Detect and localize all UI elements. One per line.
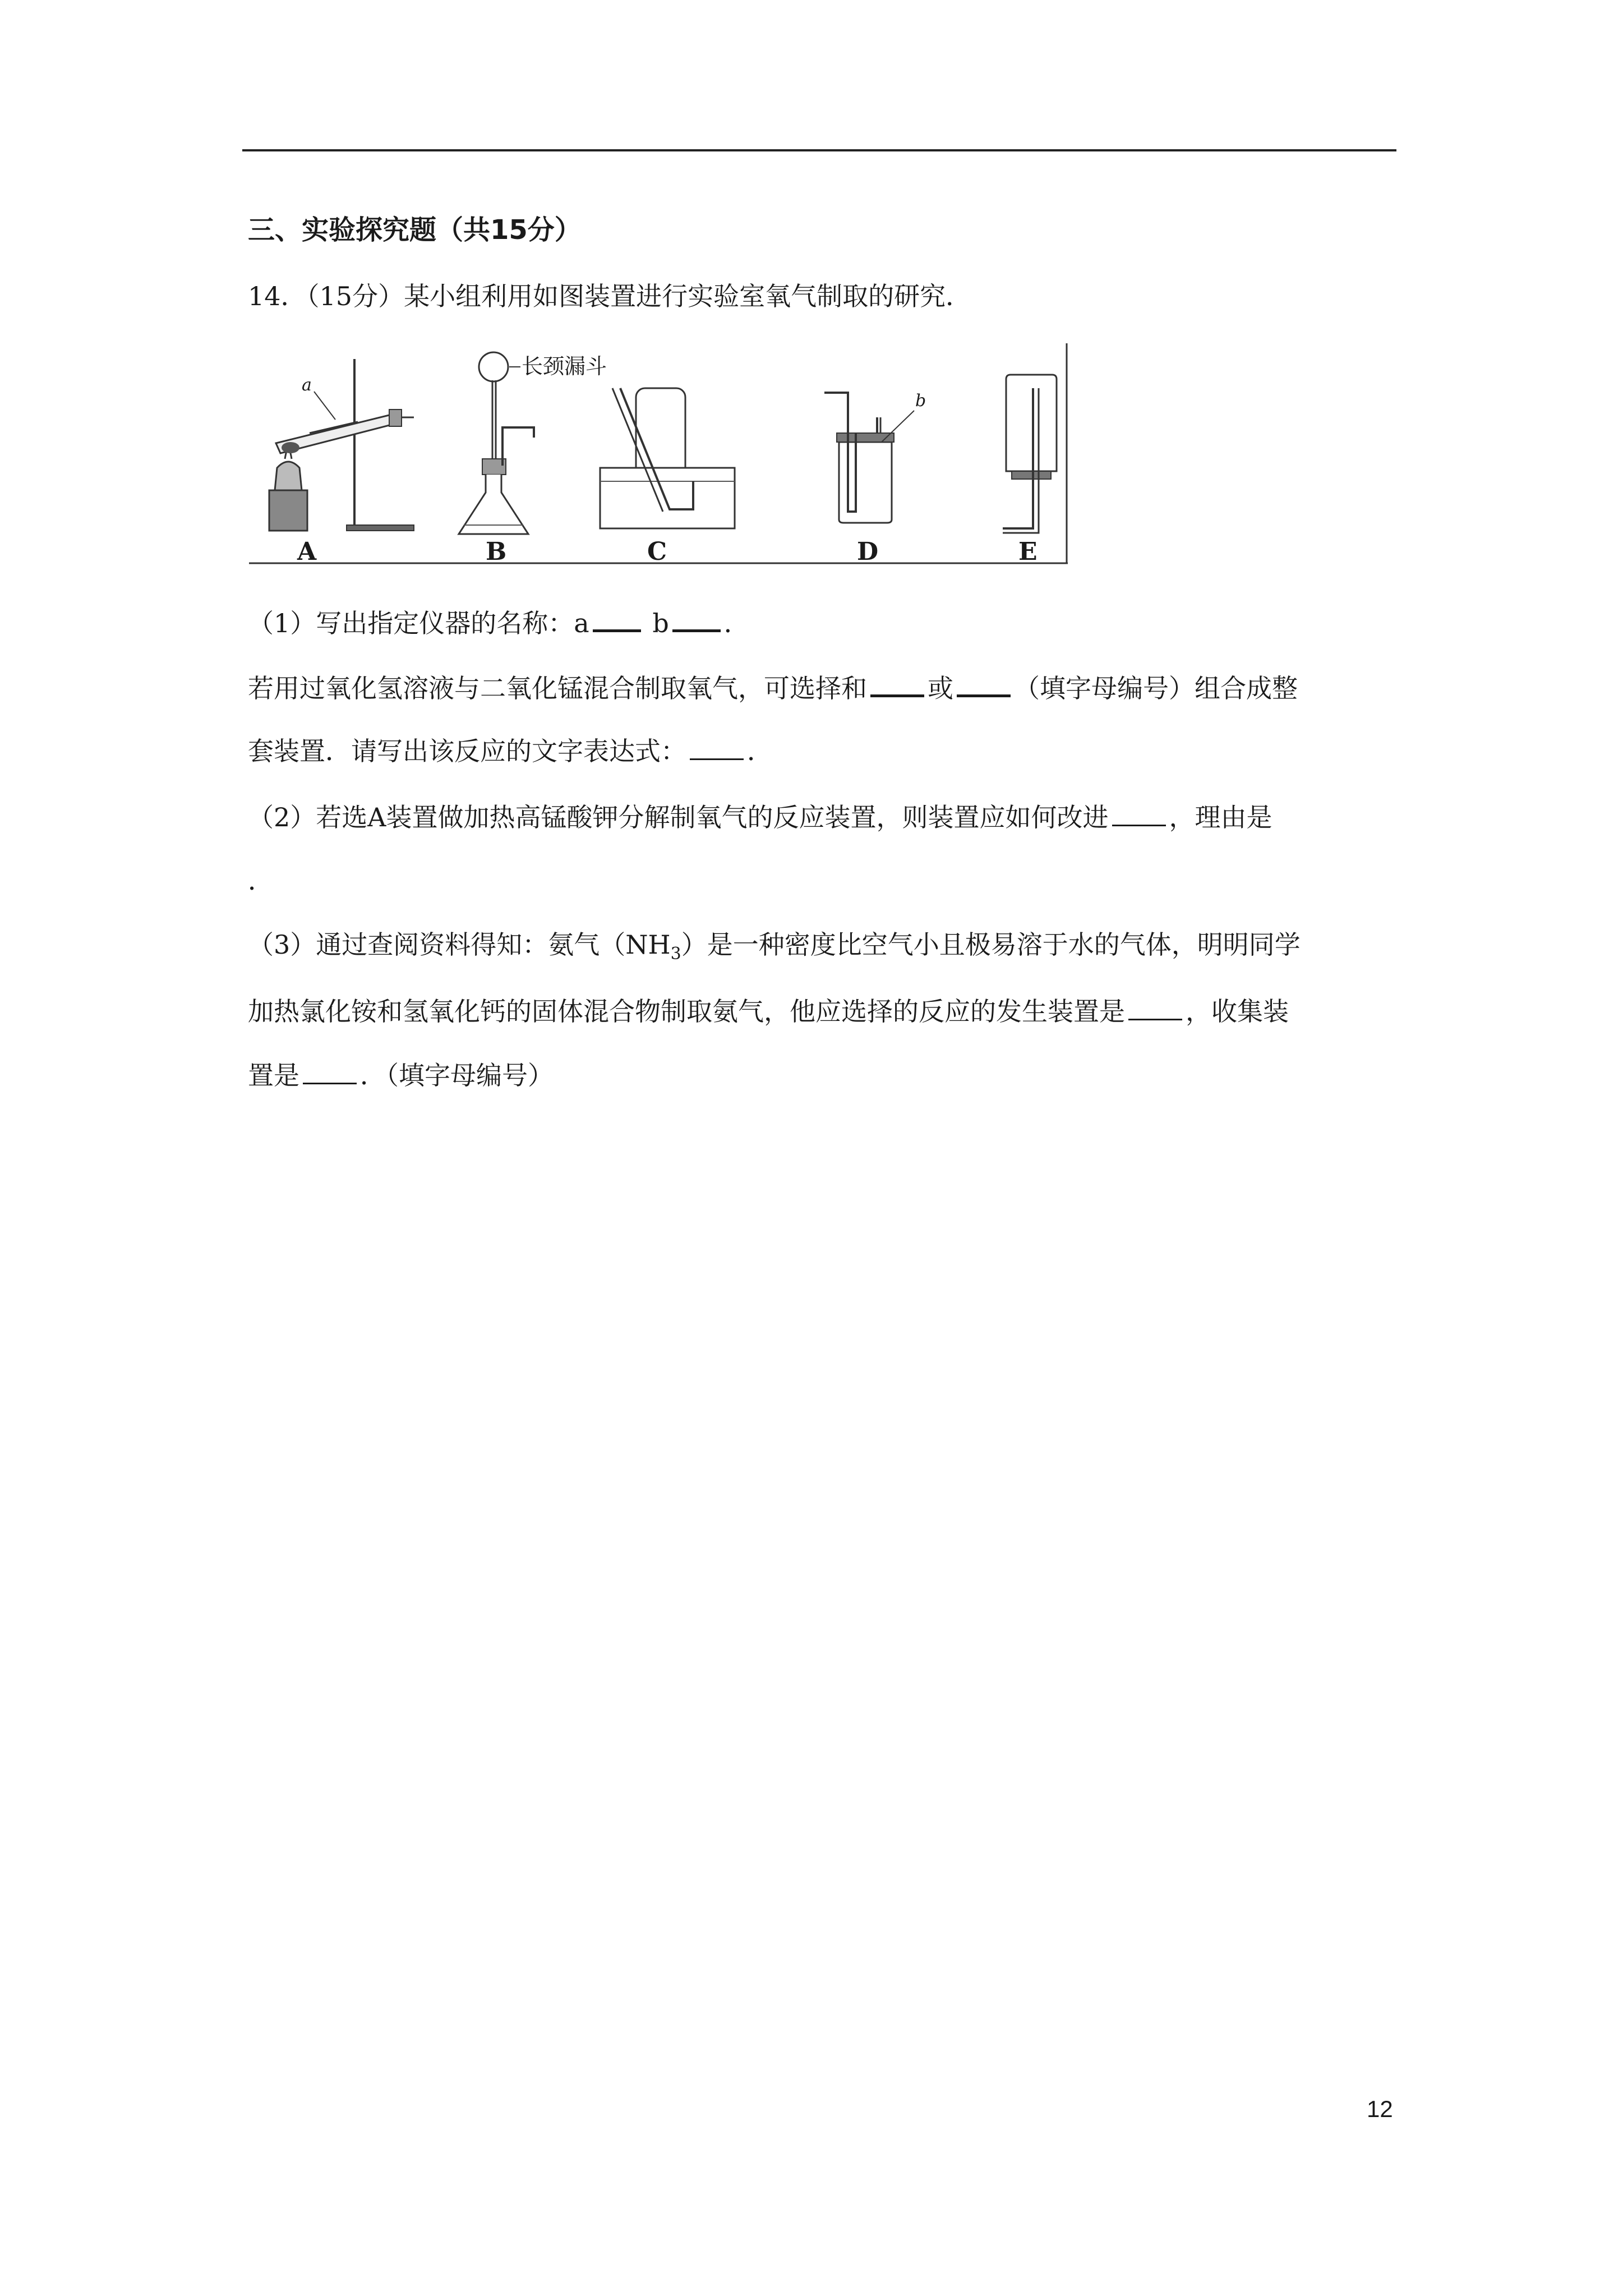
- blank-device-1[interactable]: [870, 669, 924, 697]
- q3-l3-end: ．（填字母编号）: [360, 1060, 554, 1091]
- blank-device-2[interactable]: [957, 669, 1011, 697]
- label-part-b: b: [915, 391, 926, 411]
- blank-expression[interactable]: [690, 733, 744, 760]
- apparatus-d: [824, 391, 926, 565]
- blank-b[interactable]: [672, 604, 721, 632]
- q1-l2-start: 若用过氧化氢溶液与二氧化锰混合制取氧气，可选择和: [248, 673, 867, 703]
- q1-l2-end: （填字母编号）组合成整: [1014, 673, 1298, 703]
- label-a: A: [297, 537, 317, 565]
- blank-a[interactable]: [593, 604, 641, 632]
- apparatus-e: [1003, 375, 1057, 565]
- blank-generator[interactable]: [1128, 993, 1182, 1020]
- q1-line3: [248, 733, 773, 768]
- q3-l1-start: （3）通过查阅资料得知：氨气（NH: [248, 930, 671, 960]
- q3-l2-start: 加热氯化铵和氢氧化钙的固体混合物制取氨气，他应选择的反应的发生装置是: [248, 996, 1125, 1027]
- page-number: 12: [1367, 2096, 1393, 2122]
- q1-line2: [248, 669, 1298, 705]
- apparatus-b: [459, 352, 607, 565]
- question-stem: 14．（15分）某小组利用如图装置进行实验室氧气制取的研究．: [248, 281, 972, 311]
- q1-l2-mid: 或: [928, 673, 953, 703]
- blank-improve[interactable]: [1112, 799, 1166, 826]
- blank-collector[interactable]: [303, 1057, 357, 1084]
- q3-l3-start: 置是: [248, 1060, 299, 1091]
- apparatus-figure: [248, 343, 1070, 565]
- label-b: B: [486, 537, 507, 565]
- q2-line2: ．: [248, 866, 274, 896]
- q1-l3-end: ．: [747, 736, 773, 766]
- q1-text-b: b: [644, 608, 669, 638]
- q2-line1: [248, 799, 1272, 834]
- q3-line3: [248, 1057, 554, 1092]
- label-long-funnel: 长颈漏斗: [522, 354, 607, 379]
- q1-l3-start: 套装置．请写出该反应的文字表达式：: [248, 736, 686, 766]
- q3-l1-end: ）是一种密度比空气小且极易溶于水的气体，明明同学: [681, 930, 1301, 960]
- label-e: E: [1018, 537, 1038, 565]
- label-c: C: [647, 537, 667, 565]
- label-d: D: [857, 537, 879, 565]
- q2-l1-end: ，理由是: [1169, 802, 1272, 832]
- q1-line1: [248, 604, 750, 640]
- q3-l2-end: ，收集装: [1186, 996, 1289, 1027]
- q1-end: ．: [723, 608, 750, 638]
- header-rule: [242, 149, 1396, 151]
- apparatus-c: [600, 388, 735, 565]
- q3-line2: [248, 993, 1289, 1028]
- q1-text-a: （1）写出指定仪器的名称：a: [248, 608, 589, 638]
- label-part-a: a: [302, 375, 312, 395]
- q3-subscript: 3: [670, 944, 681, 964]
- q2-l1-start: （2）若选A装置做加热高锰酸钾分解制氧气的反应装置，则装置应如何改进: [248, 802, 1109, 832]
- apparatus-a: [269, 359, 414, 565]
- section-title: 三、实验探究题（共15分）: [248, 214, 582, 246]
- apparatus-diagram: [248, 343, 1070, 565]
- q3-line1: [248, 928, 1301, 964]
